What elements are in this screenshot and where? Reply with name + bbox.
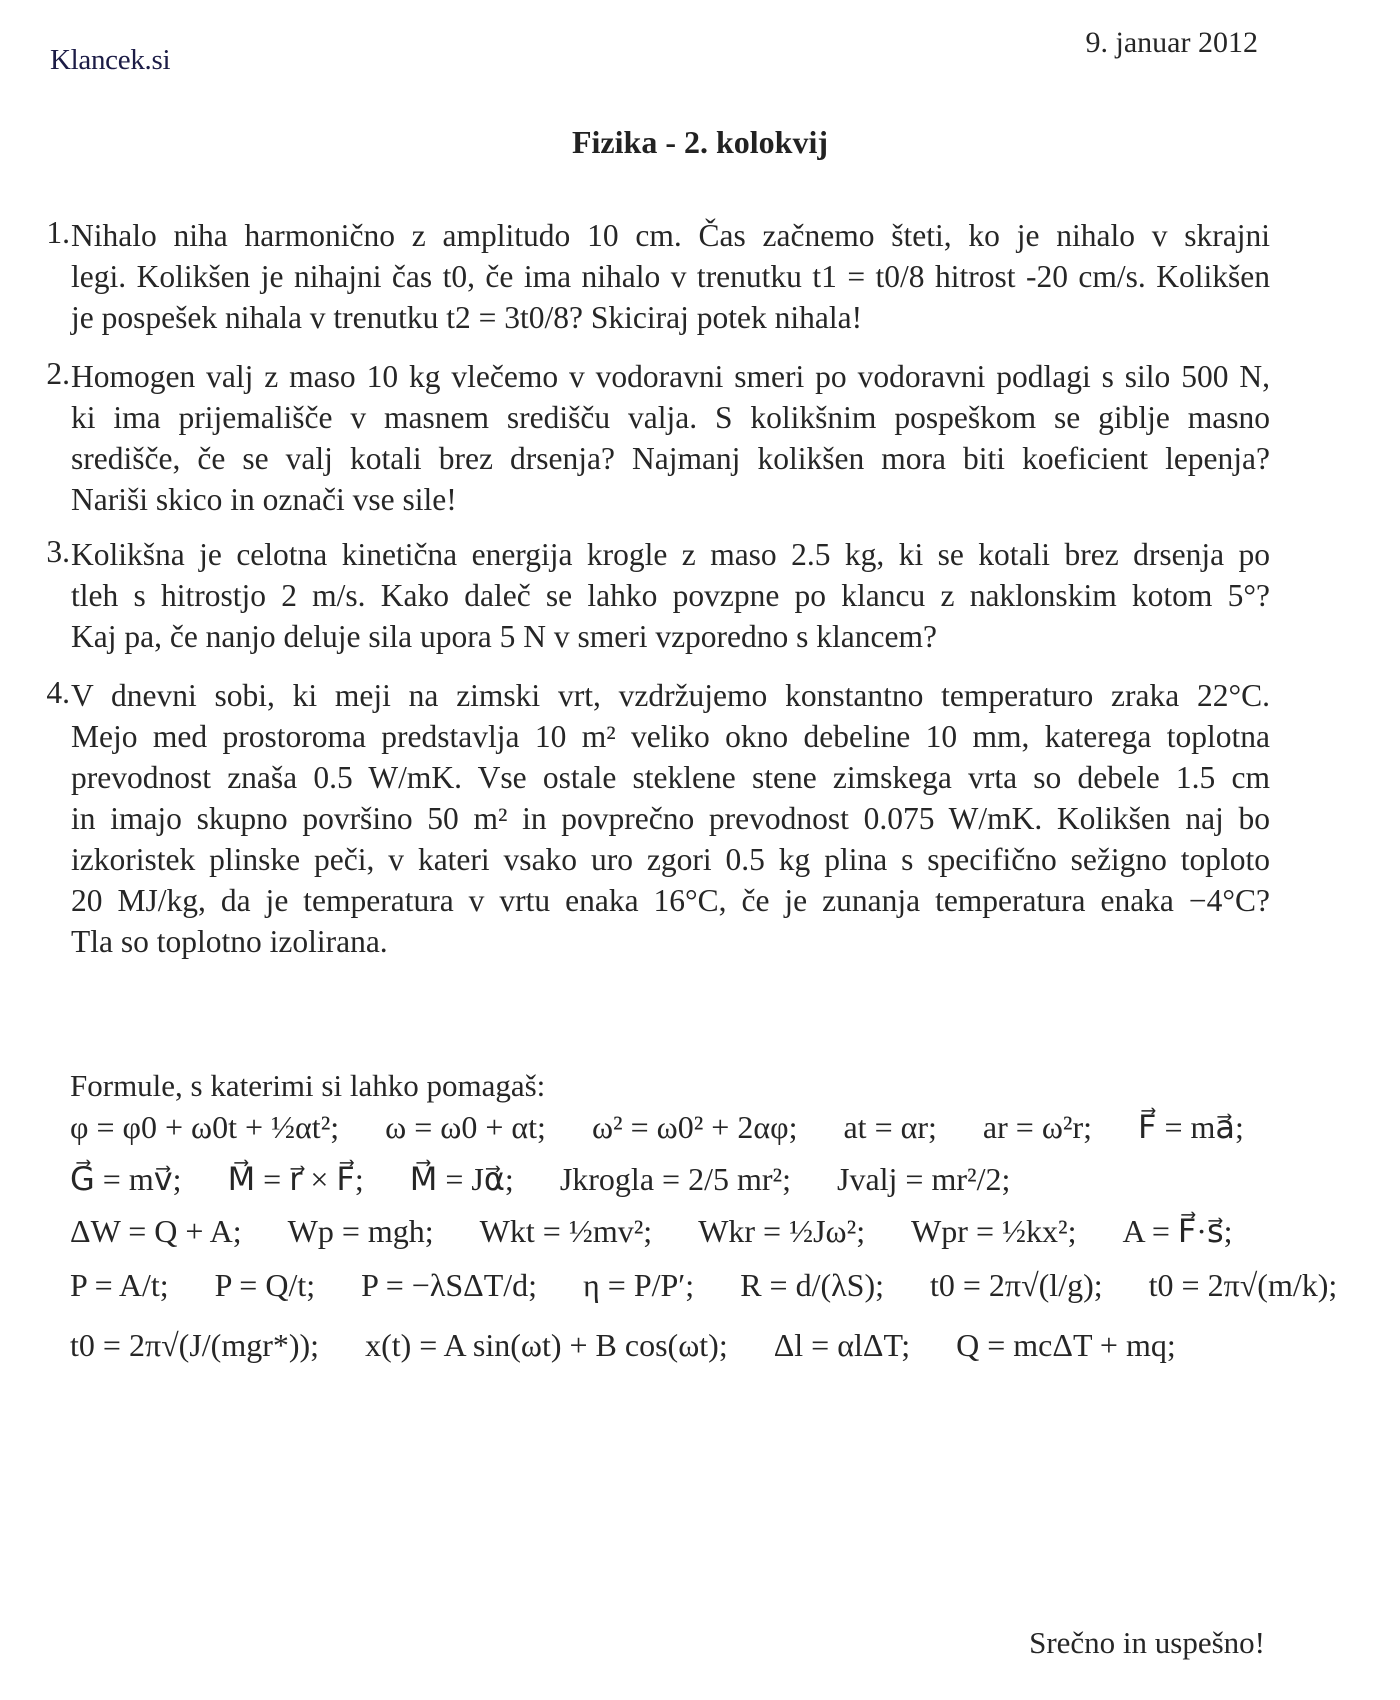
problem-line: in imajo skupno površino 50 m² in povprečno prevodnost 0.075 W/mK. Kolikšen naj bo <box>71 801 1270 836</box>
formula: G⃗ = mv⃗; <box>70 1161 182 1197</box>
formula: Wkr = ½Jω²; <box>698 1213 866 1249</box>
problem-line: V dnevni sobi, ki meji na zimski vrt, vzdržujemo konstantno temperaturo zraka 22°C. <box>71 678 1270 713</box>
page-title: Fizika - 2. kolokvij <box>571 124 828 160</box>
problem-line: prevodnost znaša 0.5 W/mK. Vse ostale steklene stene zimskega vrta so debele 1.5 cm <box>71 760 1270 795</box>
problem-line: legi. Kolikšen je nihajni čas t0, če ima nihalo v trenutku t1 = t0/8 hitrost -20 cm/s. Kolikšen <box>71 259 1270 294</box>
formula-row <box>70 1156 1048 1202</box>
problem-2 <box>25 356 1270 520</box>
formula: ΔW = Q + A; <box>70 1213 242 1249</box>
formula: ω = ω0 + αt; <box>385 1109 546 1145</box>
problem-line: ki ima prijemališče v masnem središču valja. S kolikšnim pospeškom se giblje masno <box>71 400 1270 435</box>
formula: t0 = 2π√(J/(mgr*)); <box>70 1327 320 1363</box>
formula-row <box>70 1208 1271 1254</box>
formula: P = Q/t; <box>214 1267 316 1303</box>
formula: Jkrogla = 2/5 mr²; <box>559 1161 791 1197</box>
exam-date: 9. januar 2012 <box>1085 26 1258 59</box>
formula: ω² = ω0² + 2αφ; <box>591 1109 798 1145</box>
problem-4 <box>25 675 1270 962</box>
problem-line: Tla so toplotno izolirana. <box>71 924 388 959</box>
site-logo: Klancek.si <box>50 44 171 76</box>
problem-1 <box>25 215 1270 338</box>
problem-line: tleh s hitrostjo 2 m/s. Kako daleč se lahko povzpne po klancu z naklonskim kotom 5°? <box>71 578 1270 613</box>
problem-line: Homogen valj z maso 10 kg vlečemo v vodoravni smeri po vodoravni podlagi s silo 500 N, <box>71 359 1270 394</box>
formula: η = P/P′; <box>583 1267 695 1303</box>
formula: Wpr = ½kx²; <box>911 1213 1077 1249</box>
formula: Δl = αlΔT; <box>773 1327 911 1363</box>
problem-line: Nihalo niha harmonično z amplitudo 10 cm. Čas začnemo šteti, ko je nihalo v skrajni <box>71 218 1270 253</box>
formula: t0 = 2π√(m/k); <box>1148 1267 1338 1303</box>
formula: Wkt = ½mv²; <box>479 1213 653 1249</box>
formula: M⃗ = r⃗ × F⃗; <box>227 1161 364 1197</box>
formula: φ = φ0 + ω0t + ½αt²; <box>70 1109 340 1145</box>
problem-line: je pospešek nihala v trenutku t2 = 3t0/8? Skiciraj potek nihala! <box>71 300 863 335</box>
formula: P = A/t; <box>70 1267 169 1303</box>
problem-3 <box>25 534 1270 657</box>
formula: Wp = mgh; <box>287 1213 434 1249</box>
formula: x(t) = A sin(ωt) + B cos(ωt); <box>365 1327 728 1363</box>
formula-row <box>70 1262 1375 1308</box>
formula: at = αr; <box>843 1109 937 1145</box>
problem-line: 20 MJ/kg, da je temperatura v vrtu enaka 16°C, če je zunanja temperatura enaka −4°C? <box>71 883 1270 918</box>
problem-number: 3. <box>46 534 70 569</box>
formula: P = −λSΔT/d; <box>361 1267 538 1303</box>
problem-line: izkoristek plinske peči, v kateri vsako uro zgori 0.5 kg plina s specifično sežigno toploto <box>71 842 1270 877</box>
problem-line: središče, če se valj kotali brez drsenja? Najmanj kolikšen mora biti koeficient lepenja? <box>71 441 1270 476</box>
problem-line: Kaj pa, če nanjo deluje sila upora 5 N v smeri vzporedno s klancem? <box>71 619 937 654</box>
problem-line: Mejo med prostoroma predstavlja 10 m² veliko okno debeline 10 mm, katerega toplotna <box>71 719 1270 754</box>
problem-line: Kolikšna je celotna kinetična energija krogle z maso 2.5 kg, ki se kotali brez drsenja po <box>71 537 1270 572</box>
formula-row <box>70 1322 1214 1368</box>
formula: Q = mcΔT + mq; <box>956 1327 1176 1363</box>
formula: ar = ω²r; <box>982 1109 1093 1145</box>
formula: A = F⃗·s⃗; <box>1122 1213 1233 1249</box>
formula: Jvalj = mr²/2; <box>836 1161 1011 1197</box>
formula-row <box>70 1104 1282 1150</box>
formula: M⃗ = Jα⃗; <box>409 1161 514 1197</box>
closing-note: Srečno in uspešno! <box>1029 1625 1265 1660</box>
formulas-heading: Formule, s katerimi si lahko pomagaš: <box>70 1068 546 1103</box>
problem-number: 2. <box>46 356 70 391</box>
formula: t0 = 2π√(l/g); <box>929 1267 1103 1303</box>
problem-line: Nariši skico in označi vse sile! <box>71 482 457 517</box>
problem-number: 1. <box>46 215 70 250</box>
formula: F⃗ = ma⃗; <box>1138 1109 1244 1145</box>
formula: R = d/(λS); <box>740 1267 884 1303</box>
problem-number: 4. <box>46 675 70 710</box>
